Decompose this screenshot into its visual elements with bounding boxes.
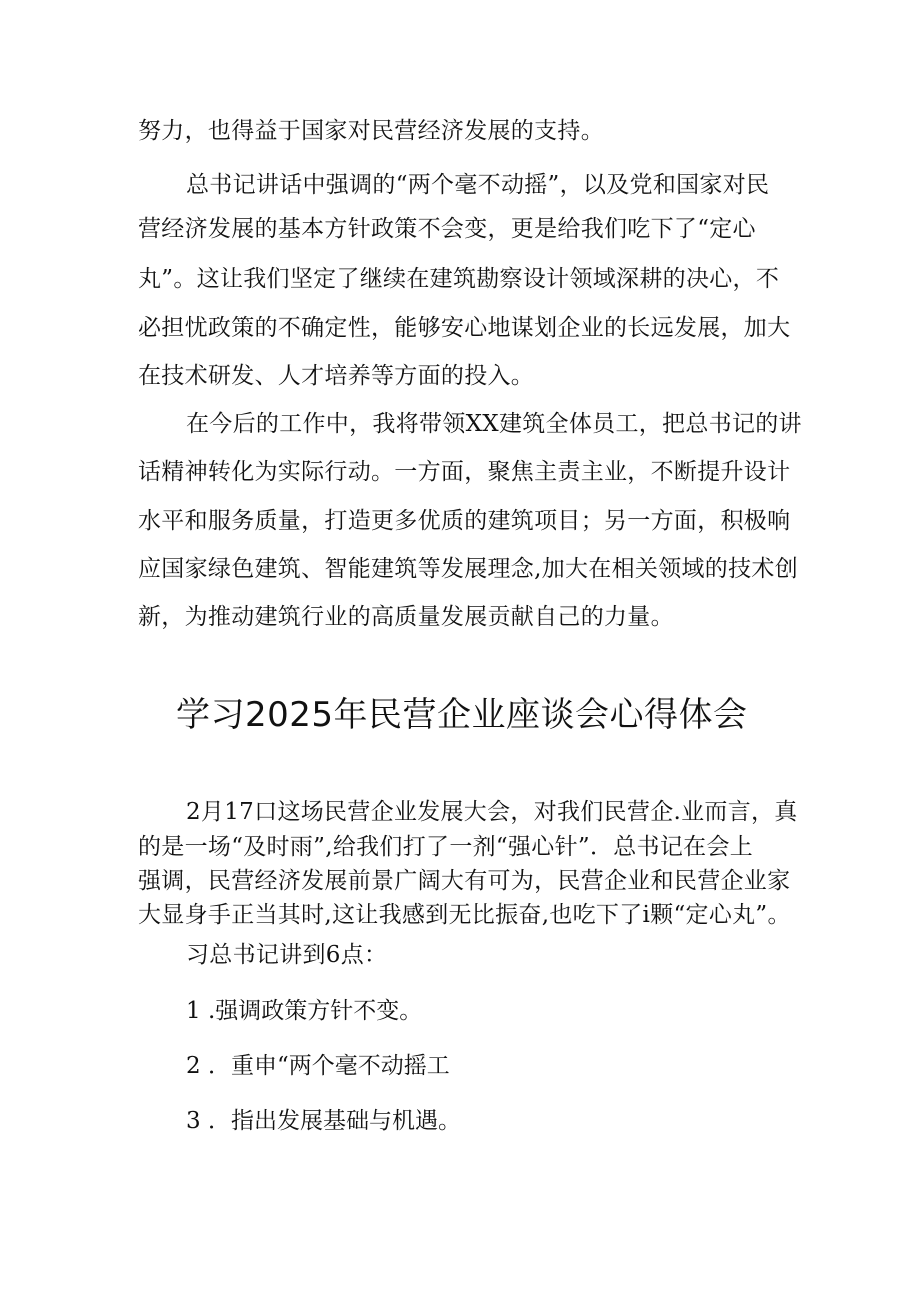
- paragraph-line: 丸”。这让我们坚定了继续在建筑勘察设计领域深耕的决心，不: [138, 266, 780, 292]
- paragraph-line: 应国家绿色建筑、智能建筑等发展理念,加大在相关领域的技术创: [138, 556, 799, 582]
- paragraph-line: 水平和服务质量，打造更多优质的建筑项目；另一方面，积极响: [138, 508, 791, 534]
- paragraph-line: 的是一场“及时雨”,给我们打了一剂“强心针”．总书记在会上: [138, 834, 754, 860]
- paragraph-line: 营经济发展的基本方针政策不会变，更是给我们吃下了“定心: [138, 216, 756, 242]
- paragraph-line: 总书记讲话中强调的“两个毫不动摇”，以及党和国家对民: [186, 172, 770, 198]
- article-title: 学习2025年民营企业座谈会心得体会: [176, 695, 748, 735]
- paragraph-line: 在技术研发、人才培养等方面的投入。: [138, 363, 535, 389]
- paragraph-line: 大显身手正当其时,这让我感到无比振奋,也吃下了i颗“定心丸”。: [138, 902, 791, 928]
- paragraph-line: 强调，民营经济发展前景广阔大有可为，民营企业和民营企业家: [138, 868, 791, 894]
- list-item: 1 .强调政策方针不变。: [186, 998, 423, 1024]
- list-item: 3 ．指出发展基础与机遇。: [186, 1108, 461, 1134]
- paragraph-line: 2月17口这场民营企业发展大会，对我们民营企.业而言，真: [186, 799, 798, 825]
- paragraph-line: 努力，也得益于国家对民营经济发展的支持。: [138, 118, 604, 144]
- paragraph-line: 必担忧政策的不确定性，能够安心地谋划企业的长远发展，加大: [138, 315, 791, 341]
- list-item: 2 ．重申“两个毫不动摇工: [186, 1053, 450, 1079]
- paragraph-line: 新，为推动建筑行业的高质量发展贡献自己的力量。: [138, 604, 674, 630]
- list-lead: 习总书记讲到6点：: [186, 942, 388, 968]
- paragraph-line: 话精神转化为实际行动。一方面，聚焦主责主业，不断提升设计: [138, 459, 791, 485]
- paragraph-line: 在今后的工作中，我将带领XX建筑全体员工，把总书记的讲: [186, 411, 802, 437]
